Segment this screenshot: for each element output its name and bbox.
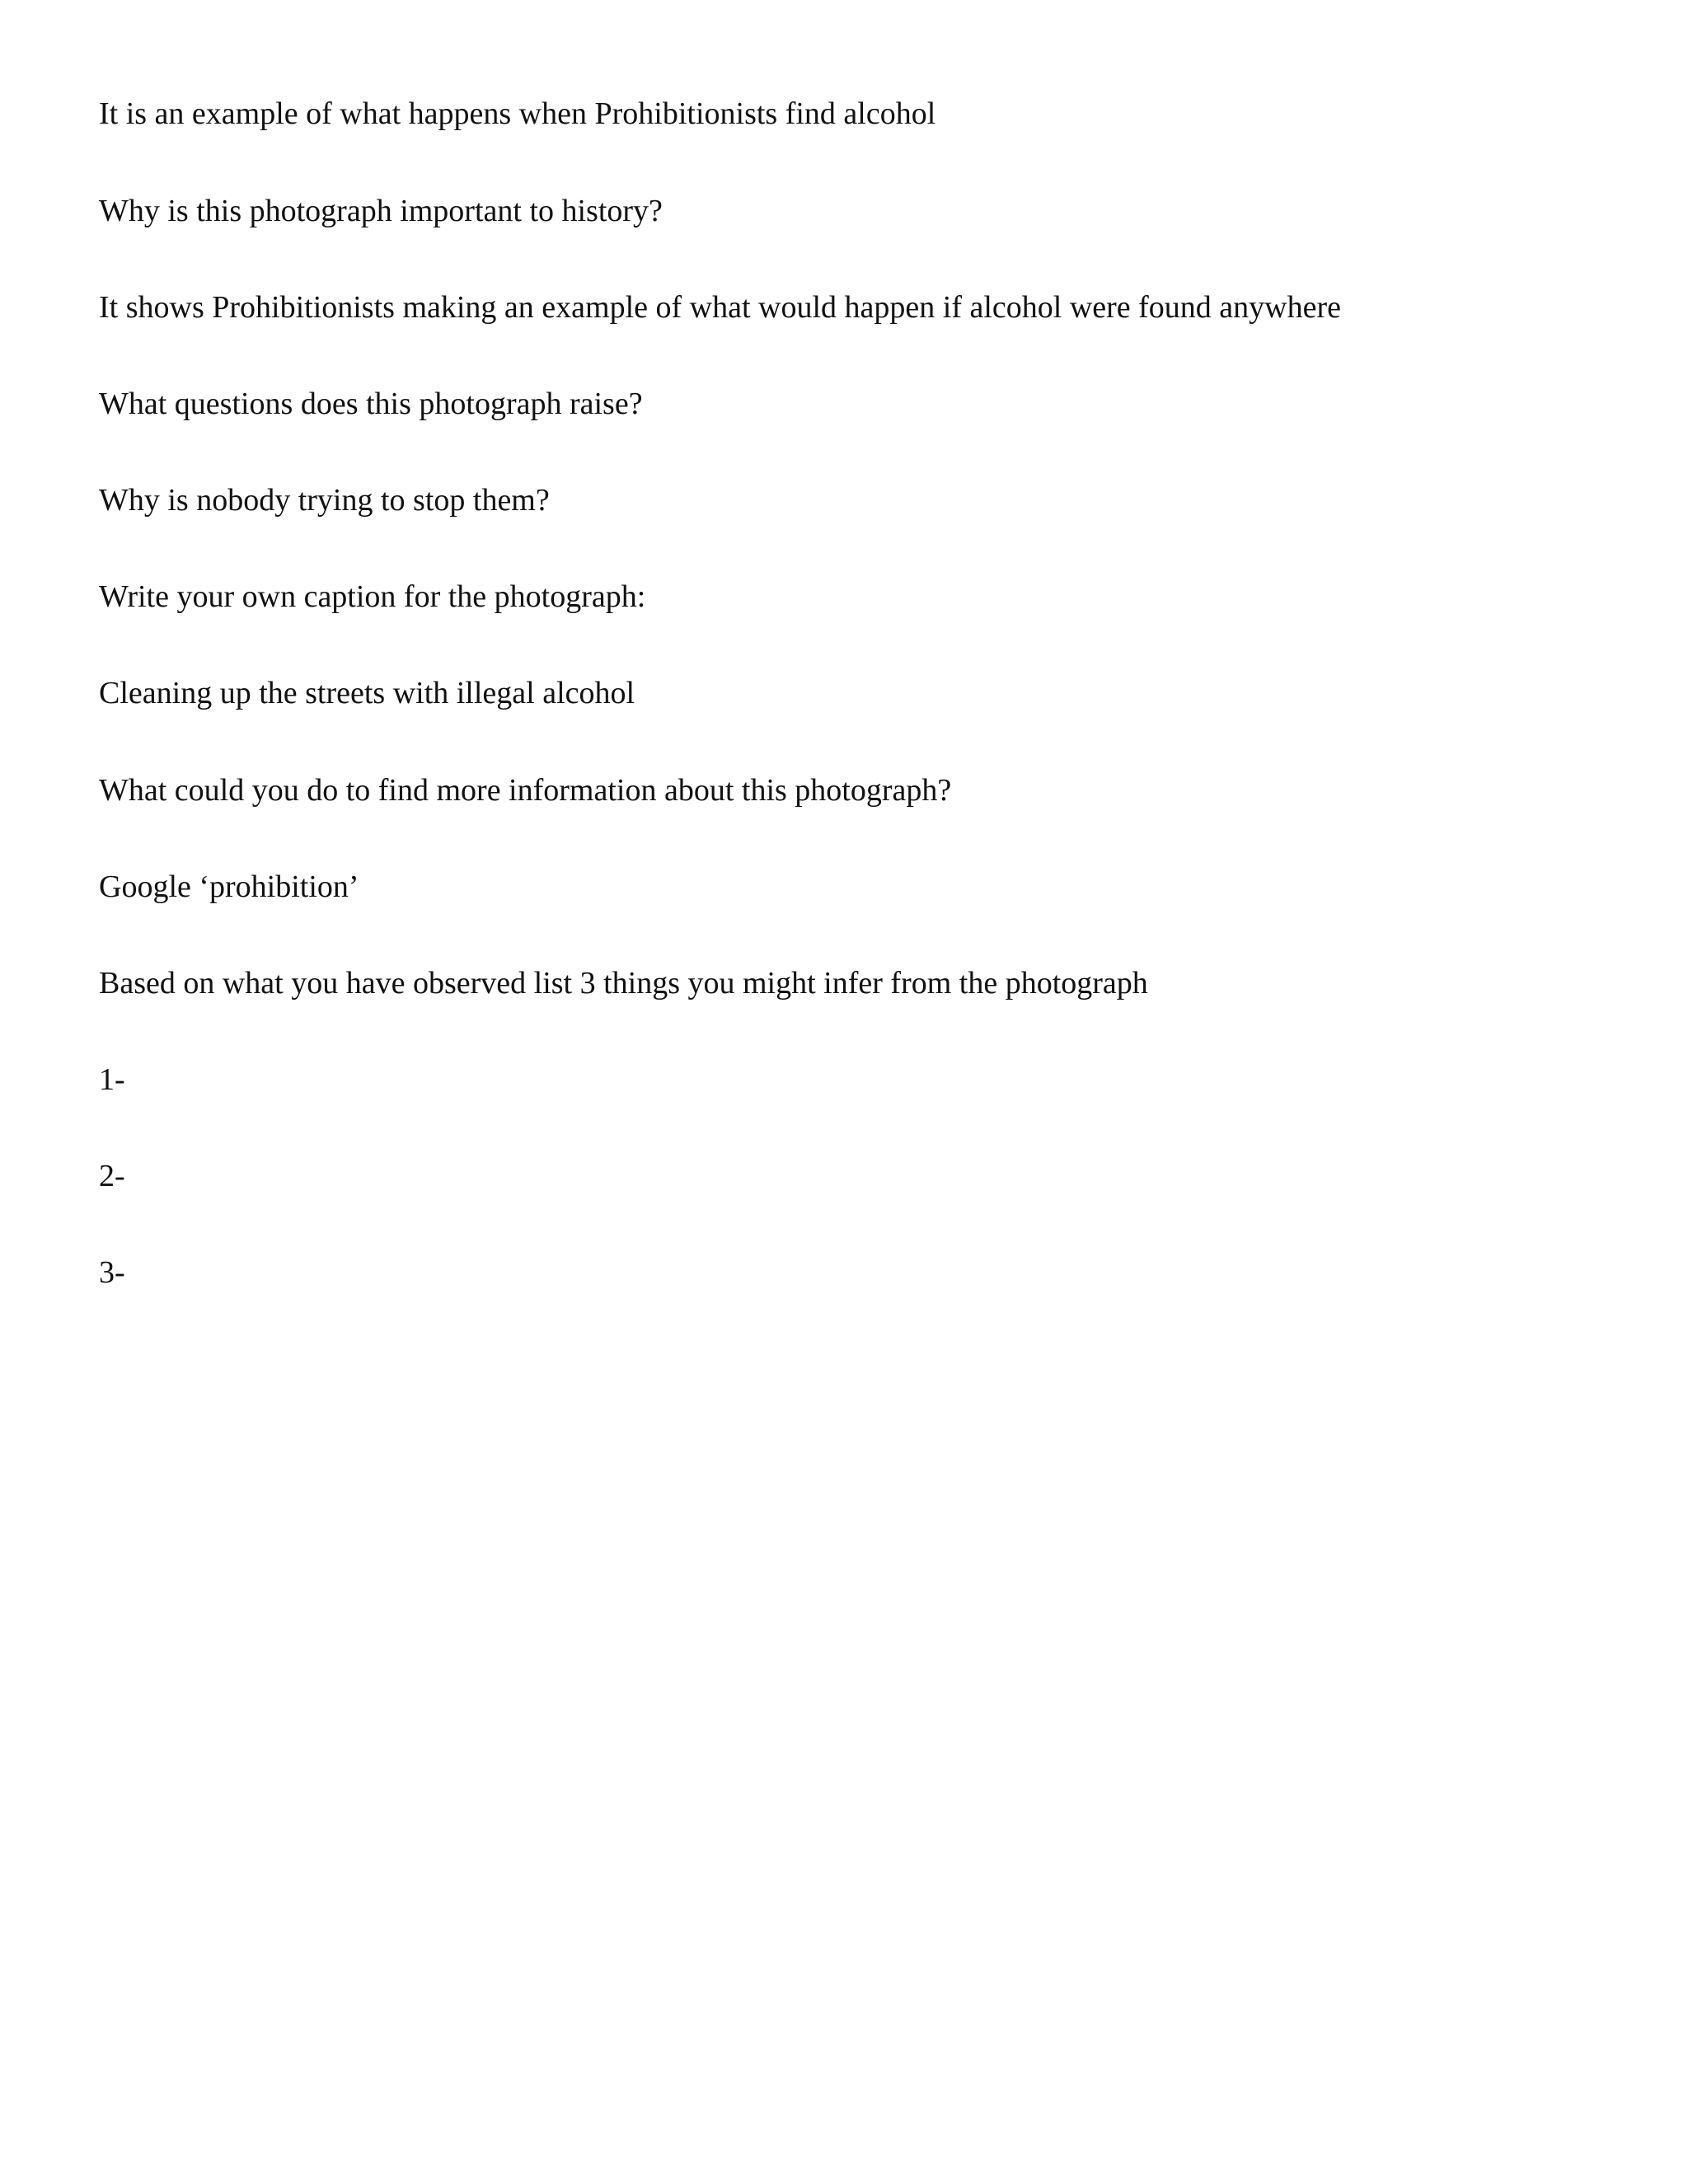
question-text-infer: Based on what you have observed list 3 things you might infer from the photograph (99, 966, 1148, 1001)
answer-text-1: It is an example of what happens when Prohibitionists find alcohol (99, 96, 936, 131)
question-text-questions: What questions does this photograph raise? (99, 387, 643, 421)
question-text-more-info: What could you do to find more information about this photograph? (99, 773, 952, 808)
list-item-1: 1- (99, 1062, 125, 1097)
list-item-3: 3- (99, 1255, 125, 1290)
answer-text-2: It shows Prohibitionists making an example of what would happen if alcohol were found anywhere (99, 290, 1341, 325)
question-text-caption: Write your own caption for the photograph: (99, 579, 646, 614)
list-item-2: 2- (99, 1159, 125, 1193)
answer-text-3: Why is nobody trying to stop them? (99, 483, 550, 518)
question-text-importance: Why is this photograph important to history? (99, 194, 663, 228)
answer-text-4: Cleaning up the streets with illegal alcohol (99, 676, 635, 710)
answer-text-5: Google ‘prohibition’ (99, 869, 359, 904)
